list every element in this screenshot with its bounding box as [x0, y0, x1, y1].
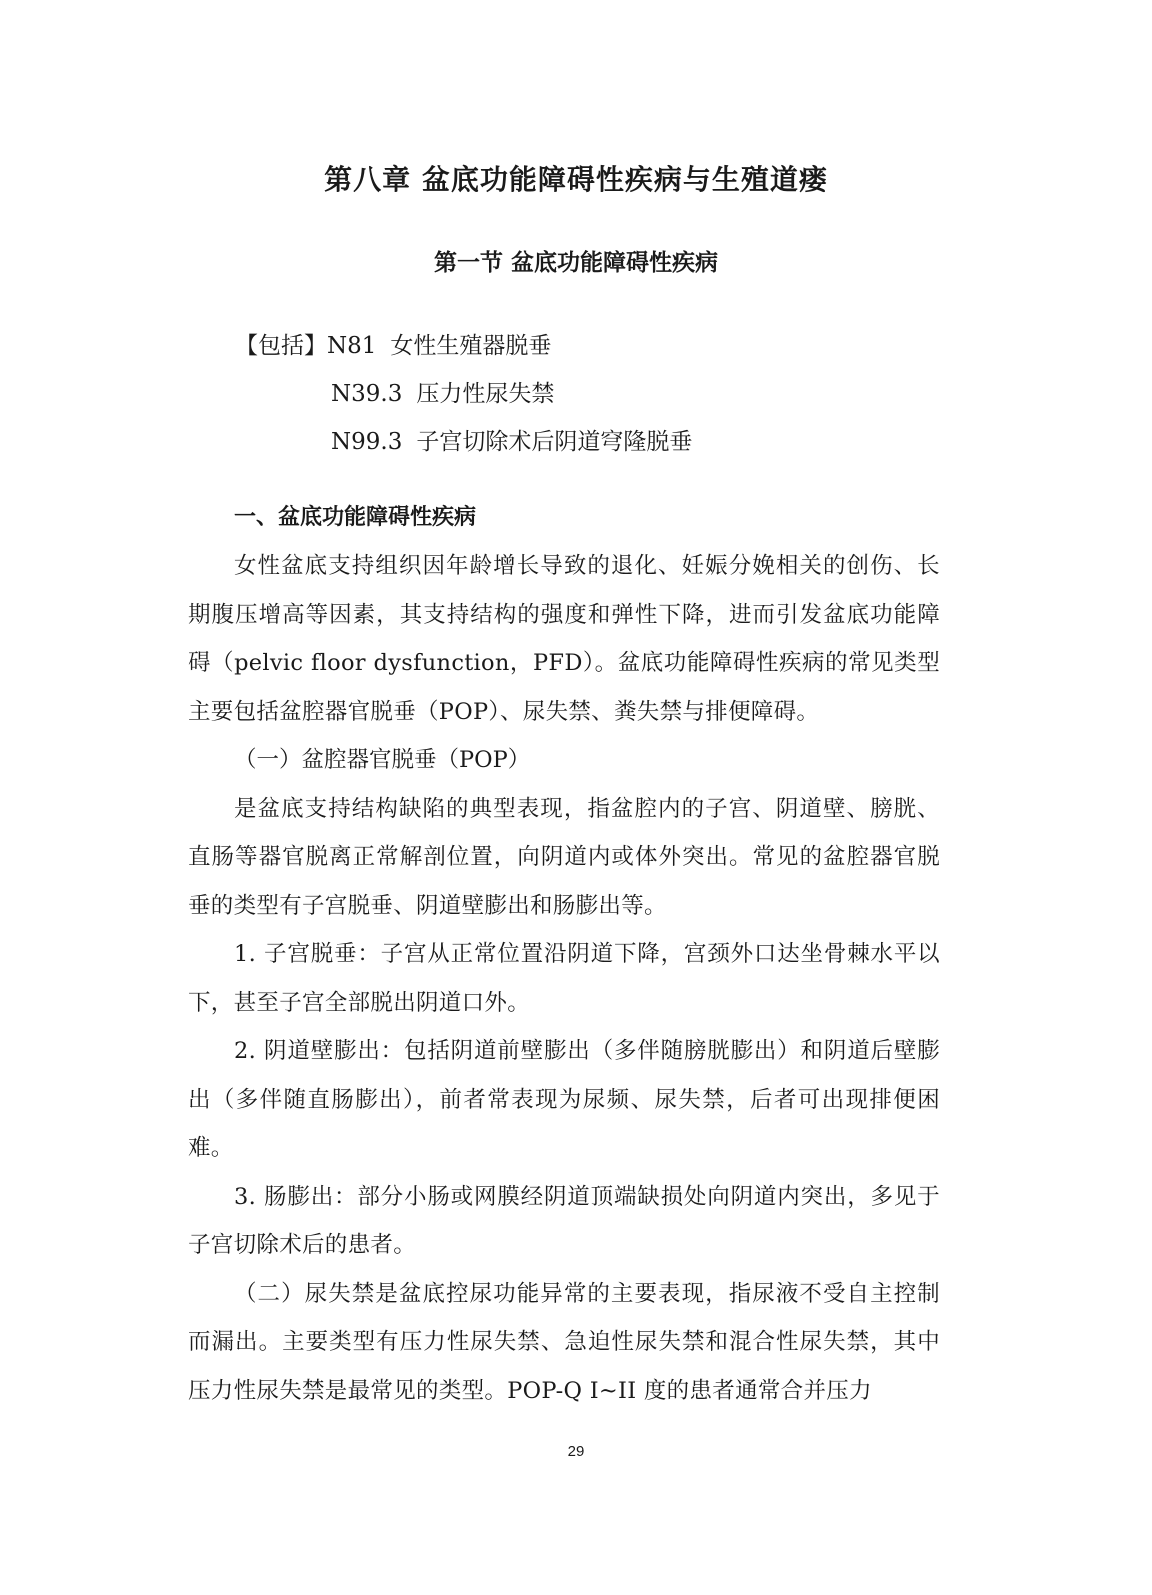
icd-code: N39.3	[331, 381, 403, 407]
paragraph: 3. 肠膨出：部分小肠或网膜经阴道顶端缺损处向阴道内突出，多见于子宫切除术后的患者。	[188, 1183, 940, 1258]
includes-item	[235, 322, 692, 370]
icd-code: N99.3	[331, 429, 403, 455]
heading-1: 一、盆底功能障碍性疾病	[234, 505, 477, 530]
paragraph: 2. 阴道壁膨出：包括阴道前壁膨出（多伴随膀胱膨出）和阴道后壁膨出（多伴随直肠膨出），前者常表现为尿频、尿失禁，后者可出现排便困难。	[188, 1038, 940, 1161]
paragraph: （二）尿失禁是盆底控尿功能异常的主要表现，指尿液不受自主控制而漏出。主要类型有压力性尿失禁、急迫性尿失禁和混合性尿失禁，其中压力性尿失禁是最常见的类型。POP-Q I~II 度的患者通常合并压力	[188, 1280, 940, 1404]
includes-item	[235, 370, 692, 418]
chapter-title: 第八章 盆底功能障碍性疾病与生殖道瘘	[324, 163, 828, 196]
paragraph: 女性盆底支持组织因年龄增长导致的退化、妊娠分娩相关的创伤、长期腹压增高等因素，其支持结构的强度和弹性下降，进而引发盆底功能障碍（pelvic floor dysfunction，PFD）。盆底功能障碍性疾病的常见类型主要包括盆腔器官脱垂（POP）、尿失禁、粪失禁与排便障碍。	[188, 553, 940, 725]
includes-list	[235, 322, 692, 466]
icd-code: N81	[327, 333, 377, 359]
icd-text: 压力性尿失禁	[416, 381, 555, 407]
page-number: 29	[567, 1443, 585, 1460]
body-text	[188, 494, 940, 1415]
includes-item	[235, 418, 692, 466]
paragraph: 1. 子宫脱垂：子宫从正常位置沿阴道下降，宫颈外口达坐骨棘水平以下，甚至子宫全部脱出阴道口外。	[188, 941, 940, 1016]
paragraph: 是盆底支持结构缺陷的典型表现，指盆腔内的子宫、阴道壁、膀胱、直肠等器官脱离正常解剖位置，向阴道内或体外突出。常见的盆腔器官脱垂的类型有子宫脱垂、阴道壁膨出和肠膨出等。	[188, 795, 940, 919]
subheading: （一）盆腔器官脱垂（POP）	[234, 747, 531, 773]
icd-text: 子宫切除术后阴道穹隆脱垂	[416, 429, 693, 455]
includes-label: 【包括】	[235, 333, 327, 359]
icd-text: 女性生殖器脱垂	[390, 333, 552, 359]
section-title: 第一节 盆底功能障碍性疾病	[433, 250, 718, 276]
